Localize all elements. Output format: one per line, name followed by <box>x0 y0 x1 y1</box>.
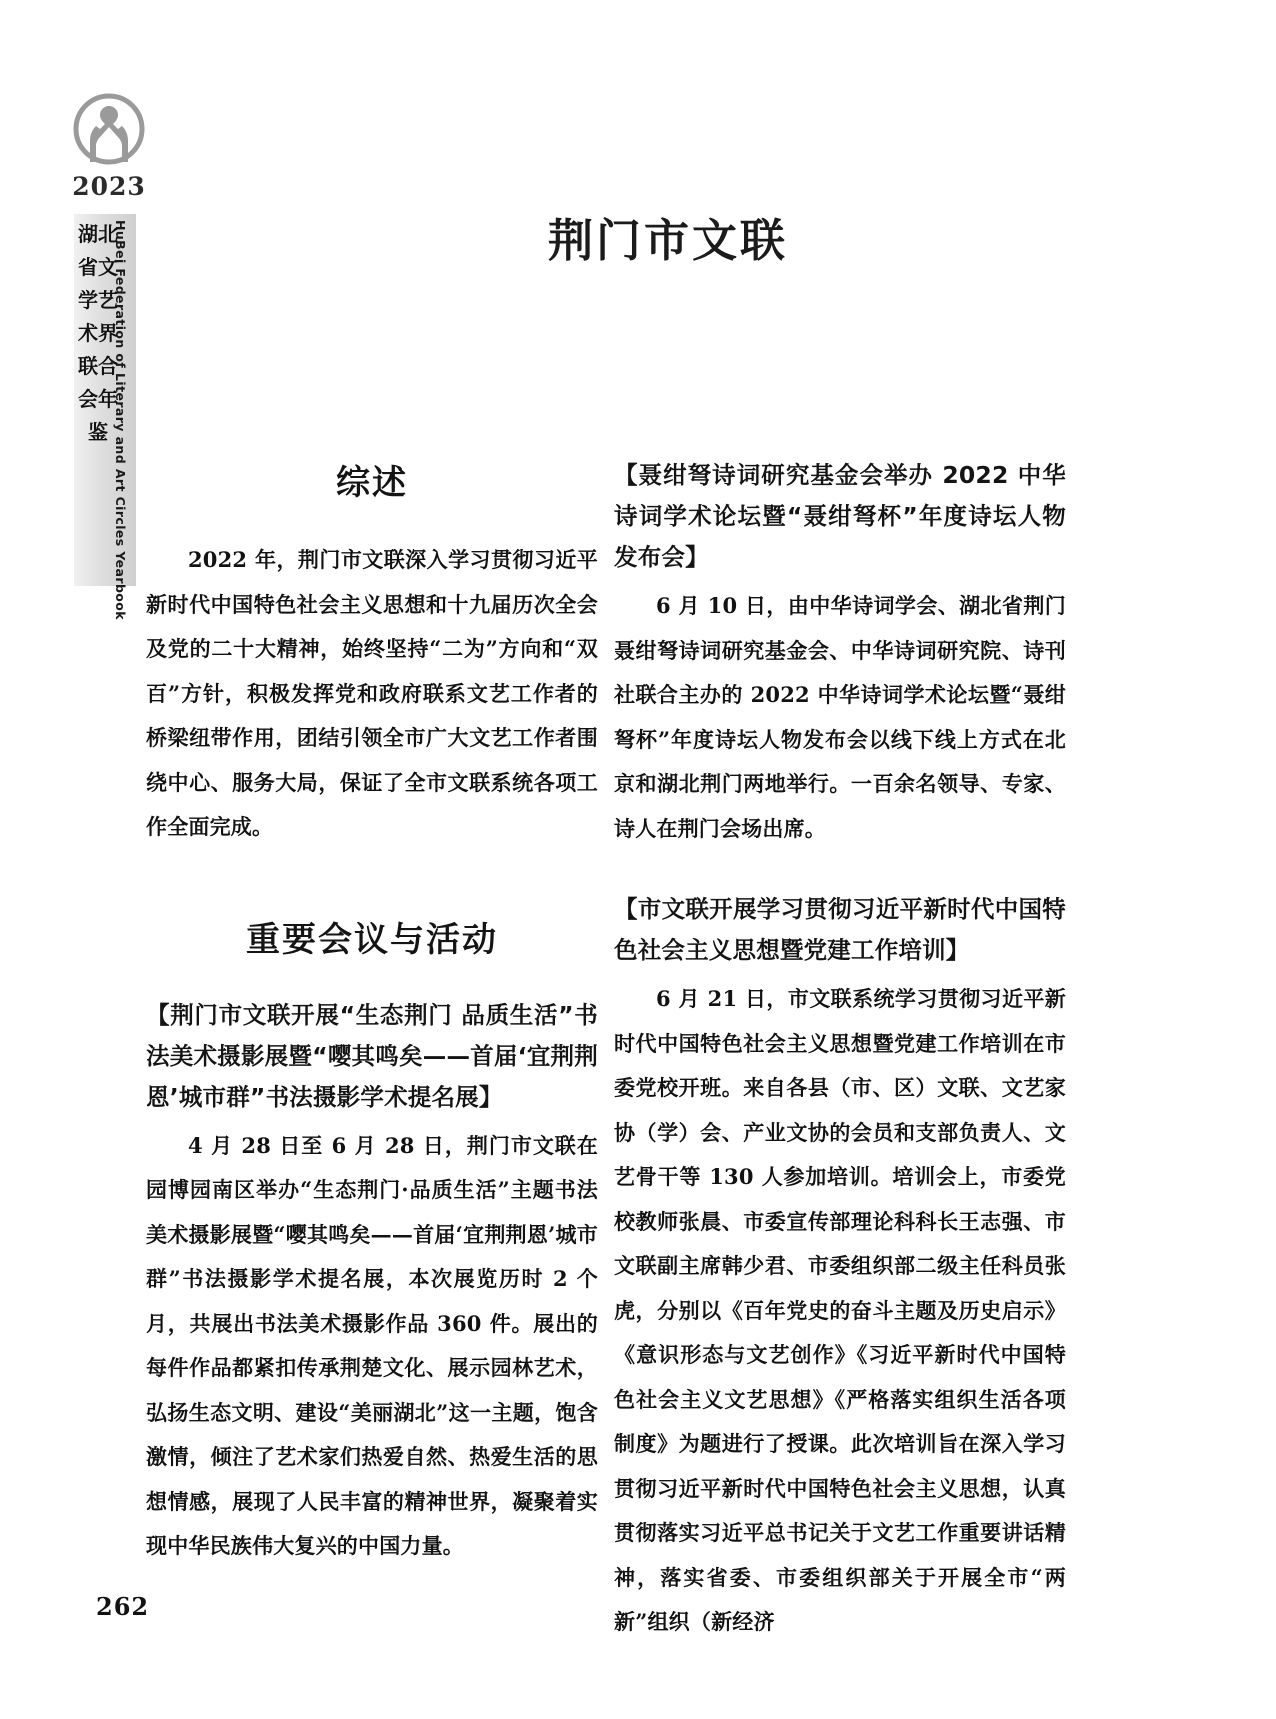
article-body-3: 6 月 21 日，市文联系统学习贯彻习近平新时代中国特色社会主义思想暨党建工作培训在市委党校开班。来自各县（市、区）文联、文艺家协（学）会、产业文协的会员和支部负责人、文艺骨干等 130 人参加培训。培训会上，市委党校教师张晨、市委宣传部理论科科长王志强、市文联副主席韩少君、市委组织部二级主任科员张虎，分别以《百年党史的奋斗主题及历史启示》《意识形态与文艺创作》《习近平新时代中国特色社会主义文艺思想》《严格落实组织生活各项制度》为题进行了授课。此次培训旨在深入学习贯彻习近平新时代中国特色社会主义思想，认真贯彻落实习近平总书记关于文艺工作重要讲话精神，落实省委、市委组织部关于开展全市“两新”组织（新经济 <box>614 986 1066 1634</box>
spacer <box>146 858 598 912</box>
spine-year: 2023 <box>72 172 146 201</box>
article-headline-2: 【聂绀弩诗词研究基金会举办 2022 中华诗词学术论坛暨“聂绀弩杯”年度诗坛人物发布会】 <box>614 461 1066 571</box>
section-heading-overview: 综述 <box>336 463 408 503</box>
article-headline-3: 【市文联开展学习贯彻习近平新时代中国特色社会主义思想暨党建工作培训】 <box>614 895 1066 964</box>
overview-paragraph: 2022 年，荆门市文联深入学习贯彻习近平新时代中国特色社会主义思想和十九届历次全会及党的二十大精神，始终坚持“二为”方向和“双百”方针，积极发挥党和政府联系文艺工作者的桥梁纽带作用，团结引领全市广大文艺工作者围绕中心、服务大局，保证了全市文联系统各项工作全面完成。 <box>146 547 598 839</box>
section-heading-meetings: 重要会议与活动 <box>246 919 498 960</box>
article-headline-1: 【荆门市文联开展“生态荆门 品质生活”书法美术摄影展暨“嘤其鸣矣——首届‘宜荆荆恩’城市群”书法摄影学术提名展】 <box>146 1000 598 1111</box>
page-title: 荆门市文联 <box>547 214 788 267</box>
page-number: 262 <box>96 1592 150 1621</box>
article-body-2: 6 月 10 日，由中华诗词学会、湖北省荆门聂绀弩诗词研究基金会、中华诗词研究院、诗刊社联合主办的 2022 中华诗词学术论坛暨“聂绀弩杯”年度诗坛人物发布会以线下线上方式在北京和湖北荆门两地举行。一百余名领导、专家、诗人在荆门会场出席。 <box>614 593 1066 841</box>
right-column <box>614 455 1066 1653</box>
spine-chinese-title: 湖北省文学艺术界联合会年鉴 <box>78 222 118 444</box>
spine-english-title: HuBei Federation of Literary and Art Circles Yearbook <box>113 220 128 620</box>
left-column <box>146 455 598 1577</box>
article-body-1: 4 月 28 日至 6 月 28 日，荆门市文联在园博园南区举办“生态荆门·品质生活”主题书法美术摄影展暨“嘤其鸣矣——首届‘宜荆荆恩’城市群”书法摄影学术提名展，本次展览历时 2 个月，共展出书法美术摄影作品 360 件。展出的每件作品都紧扣传承荆楚文化、展示园林艺术，弘扬生态文明、建设“美丽湖北”这一主题，饱含激情，倾注了艺术家们热爱自然、热爱生活的思想情感，展现了人民丰富的精神世界，凝聚着实现中华民族伟大复兴的中国力量。 <box>146 1132 598 1558</box>
yearbook-emblem-icon <box>72 92 146 166</box>
spacer <box>614 859 1066 889</box>
